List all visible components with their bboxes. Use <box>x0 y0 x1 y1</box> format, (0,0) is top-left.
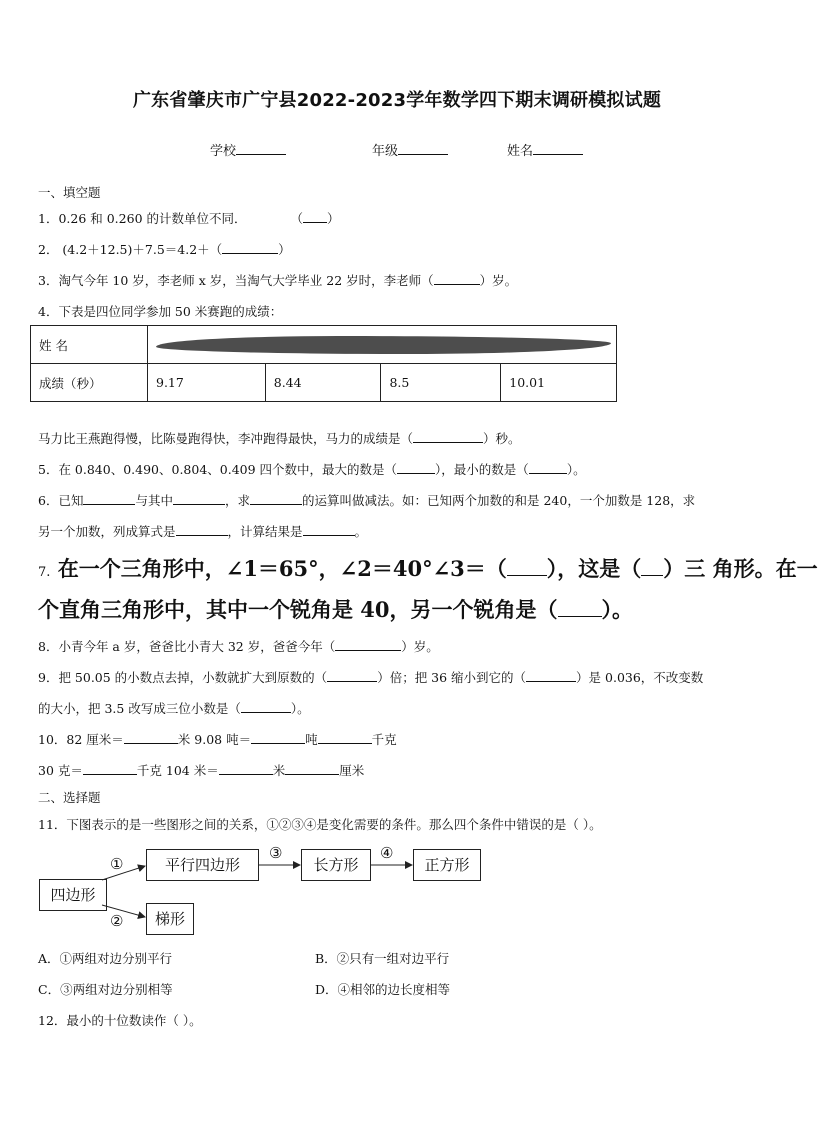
q10-text-b: 米 9.08 吨＝ <box>177 732 252 747</box>
q4-after-b: ）秒。 <box>483 431 521 446</box>
q6-text-e: 另一个加数，列成算式是 <box>38 524 176 539</box>
q1-paren-open: （ <box>290 211 303 226</box>
q7-text-d: 个直角三角形中，其中一个锐角是 40，另一个锐角是（ <box>38 597 558 622</box>
condition-3-label: ③ <box>269 844 283 862</box>
q9-text-b: ）倍；把 36 缩小到它的（ <box>377 670 527 685</box>
q1-paren-close: ） <box>327 211 340 226</box>
q3-text-b: ）岁。 <box>479 273 518 288</box>
q6-text-d: 的运算叫做减法。如：已知两个加数的和是 240，一个加数是 128，求 <box>301 493 696 508</box>
score-cell: 9.17 <box>148 364 266 402</box>
option-c[interactable]: C．③两组对边分别相等 <box>38 982 173 997</box>
section-fill-blank: 一、填空题 <box>38 185 101 200</box>
q6-text-g: 。 <box>354 524 368 539</box>
q9-text-c: ）是 0.036，不改变数 <box>576 670 704 685</box>
q4-after-a: 马力比王燕跑得慢，比陈曼跑得快，李冲跑得最快，马力的成绩是（ <box>38 431 414 446</box>
q10-text-g: 米 <box>272 763 286 778</box>
q10-text-f: 千克 104 米＝ <box>136 763 219 778</box>
q5-text-c: ）。 <box>566 462 586 477</box>
condition-2-label: ② <box>110 912 124 930</box>
q5-text-a: 5．在 0.840、0.490、0.804、0.409 四个数中，最大的数是（ <box>38 462 398 477</box>
q6-text-b: 与其中 <box>135 493 173 508</box>
page-title: 广东省肇庆市广宁县2022-2023学年数学四下期末调研模拟试题 <box>132 90 662 111</box>
rectangle-box: 长方形 <box>301 849 371 881</box>
q10-text-a: 10．82 厘米＝ <box>38 732 124 747</box>
quadrilateral-box: 四边形 <box>39 879 107 911</box>
question-4: 4．下表是四位同学参加 50 米赛跑的成绩： <box>38 304 283 319</box>
q9-text-a: 9．把 50.05 的小数点去掉，小数就扩大到原数的（ <box>38 670 328 685</box>
grade-label: 年级 <box>372 144 399 159</box>
square-box: 正方形 <box>413 849 481 881</box>
q8-text-a: 8．小青今年 a 岁，爸爸比小青大 32 岁，爸爸今年（ <box>38 639 336 654</box>
condition-1-label: ① <box>110 855 124 873</box>
q1-text: 1．0.26 和 0.260 的计数单位不同． <box>38 211 247 226</box>
score-cell: 8.44 <box>265 364 381 402</box>
condition-4-label: ④ <box>380 844 394 862</box>
q7-text-a: 在一个三角形中，∠1＝65°，∠2＝40°∠3＝（ <box>57 556 507 581</box>
name-row-label: 姓 名 <box>31 326 148 364</box>
name-label: 姓名 <box>507 144 534 159</box>
q3-text-a: 3．淘气今年 10 岁，李老师 x 岁，当淘气大学毕业 22 岁时，李老师（ <box>38 273 434 288</box>
q10-text-h: 厘米 <box>339 763 365 778</box>
section-choice: 二、选择题 <box>38 790 101 805</box>
q7-text-c: ）三 角形。在一 <box>663 556 818 581</box>
q9-text-d: 的大小，把 3.5 改写成三位小数是（ <box>38 701 241 716</box>
trapezoid-box: 梯形 <box>146 903 194 935</box>
school-label: 学校 <box>210 144 237 159</box>
q7-number: 7. <box>38 565 51 580</box>
q10-text-e: 30 克＝ <box>38 763 83 778</box>
q9-text-e: ）。 <box>290 701 310 716</box>
q6-text-a: 6．已知 <box>38 493 84 508</box>
q2-close: ） <box>278 242 291 257</box>
q10-text-d: 千克 <box>371 732 397 747</box>
q7-text-e: ）。 <box>601 597 634 622</box>
q7-text-b: ），这是（ <box>546 556 642 581</box>
option-b[interactable]: B．②只有一组对边平行 <box>315 951 450 966</box>
score-row-label: 成绩（秒） <box>31 364 148 402</box>
score-cell: 10.01 <box>501 364 617 402</box>
score-cell: 8.5 <box>381 364 501 402</box>
parallelogram-box: 平行四边形 <box>146 849 259 881</box>
question-12: 12．最小的十位数读作（ ）。 <box>38 1013 202 1028</box>
q2-text: 2． (4.2＋12.5)＋7.5＝4.2＋（ <box>38 242 223 257</box>
q6-text-c: ，求 <box>224 493 250 508</box>
option-a[interactable]: A．①两组对边分别平行 <box>38 951 173 966</box>
question-11: 11．下图表示的是一些图形之间的关系，①②③④是变化需要的条件。那么四个条件中错误的是（ ）。 <box>38 817 602 832</box>
q10-text-c: 吨 <box>305 732 318 747</box>
q6-text-f: ，计算结果是 <box>227 524 303 539</box>
option-d[interactable]: D．④相邻的边长度相等 <box>315 982 451 997</box>
q8-text-b: ）岁。 <box>401 639 439 654</box>
q5-text-b: ），最小的数是（ <box>435 462 529 477</box>
